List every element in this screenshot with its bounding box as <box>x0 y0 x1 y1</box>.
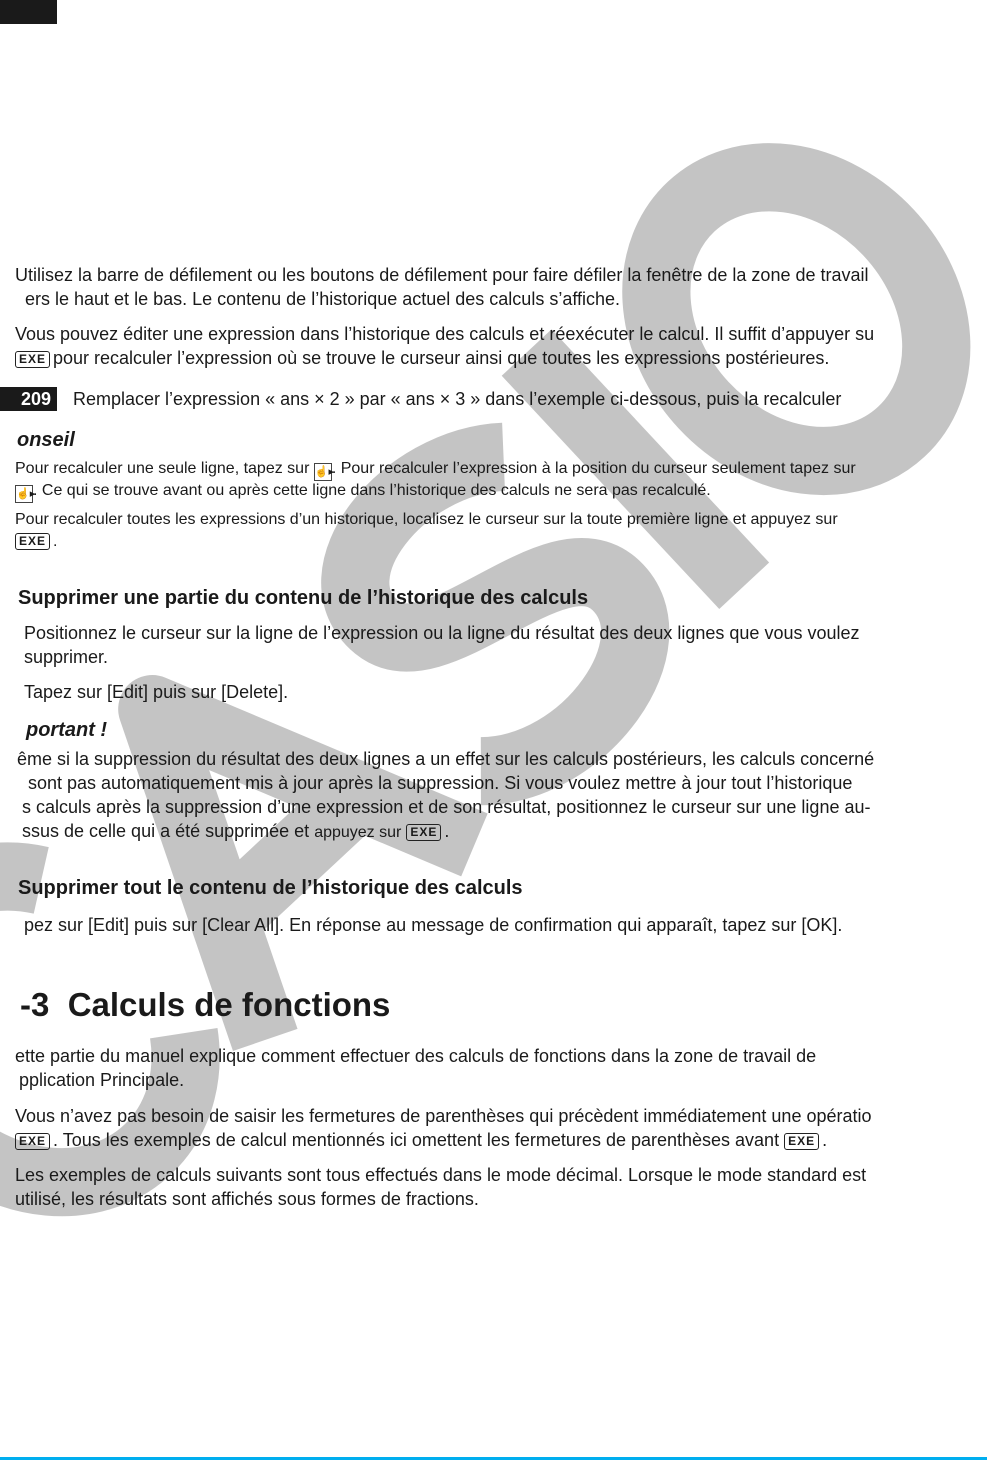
hand-key-icon: ☝▸ <box>15 485 33 503</box>
chapter-number: -3 <box>20 986 50 1023</box>
important-line: ême si la suppression du résultat des deux lignes a un effet sur les calculs postérieurs, les calculs concerné <box>17 749 875 769</box>
conseil-text: . Ce qui se trouve avant ou après cette ligne dans l’historique des calculs ne sera pas recalculé. <box>33 482 711 499</box>
exe-key-icon: EXE <box>15 351 50 368</box>
conseil-line <box>15 458 856 481</box>
intro-line: Utilisez la barre de défilement ou les boutons de défilement pour faire défiler la fenêtre de la zone de travail <box>15 265 869 285</box>
section-line: supprimer. <box>24 647 109 667</box>
important-text: ssus de celle qui a été supprimée et <box>22 821 310 841</box>
conseil-line <box>15 531 57 553</box>
hand-key-icon: ☝▸ <box>314 463 332 481</box>
chapter-line: Les exemples de calculs suivants sont tous effectués dans le mode décimal. Lorsque le mode standard est <box>15 1165 867 1185</box>
example-number-badge: 209 <box>0 387 57 411</box>
conseil-text: . Pour recalculer l’expression à la position du curseur seulement tapez sur <box>331 460 856 477</box>
intro-line: Vous pouvez éditer une expression dans l’historique des calculs et réexécuter le calcul. Il suffit d’appuyer su <box>15 324 875 344</box>
important-line <box>22 820 449 844</box>
exe-key-icon: EXE <box>406 824 441 841</box>
intro-line <box>15 347 829 369</box>
exe-key-icon: EXE <box>15 1133 50 1150</box>
chapter-text: . <box>822 1130 828 1150</box>
example-text: Remplacer l’expression « ans × 2 » par « ans × 3 » dans l’exemple ci-dessous, puis la recalculer <box>73 389 842 409</box>
chapter-line: pplication Principale. <box>19 1070 185 1090</box>
chapter-text: . Tous les exemples de calcul mentionnés ici omettent les fermetures de parenthèses avant <box>53 1130 780 1150</box>
chapter-line: ette partie du manuel explique comment effectuer des calculs de fonctions dans la zone de travail de <box>15 1046 817 1066</box>
chapter-line <box>15 1129 827 1151</box>
chapter-title: Calculs de fonctions <box>67 986 391 1023</box>
conseil-text: . <box>53 533 58 550</box>
chapter-line: utilisé, les résultats sont affichés sous formes de fractions. <box>15 1189 479 1209</box>
conseil-heading: onseil <box>17 429 75 451</box>
section-line: Tapez sur [Edit] puis sur [Delete]. <box>24 682 289 702</box>
conseil-line <box>15 480 711 503</box>
page-tab-marker <box>0 0 57 24</box>
section-heading: Supprimer une partie du contenu de l’historique des calculs <box>18 587 589 609</box>
important-line: s calculs après la suppression d’une expression et de son résultat, positionnez le curseur sur une ligne au- <box>22 797 871 817</box>
section-line: pez sur [Edit] puis sur [Clear All]. En réponse au message de confirmation qui apparaît, tapez sur [OK]. <box>24 915 843 935</box>
conseil-text: Pour recalculer une seule ligne, tapez sur <box>15 460 310 477</box>
conseil-line: Pour recalculer toutes les expressions d’un historique, localisez le curseur sur la toute première ligne et appuyez sur <box>15 511 838 528</box>
exe-key-icon: EXE <box>15 533 50 550</box>
section-heading: Supprimer tout le contenu de l’historique des calculs <box>18 877 523 899</box>
important-text: appuyez sur <box>314 824 402 841</box>
intro-line: ers le haut et le bas. Le contenu de l’historique actuel des calculs s’affiche. <box>25 289 621 309</box>
section-line: Positionnez le curseur sur la ligne de l’expression ou la ligne du résultat des deux lignes que vous voulez <box>24 623 860 643</box>
chapter-heading <box>20 985 390 1025</box>
important-text: . <box>444 821 450 841</box>
important-heading: portant ! <box>26 719 108 741</box>
important-line: sont pas automatiquement mis à jour après la suppression. Si vous voulez mettre à jour tout l’historique <box>28 773 853 793</box>
exe-key-icon: EXE <box>784 1133 819 1150</box>
intro-text: pour recalculer l’expression où se trouve le curseur ainsi que toutes les expressions postérieures. <box>53 348 830 368</box>
chapter-line: Vous n’avez pas besoin de saisir les fermetures de parenthèses qui précèdent immédiatement une opératio <box>15 1106 872 1126</box>
